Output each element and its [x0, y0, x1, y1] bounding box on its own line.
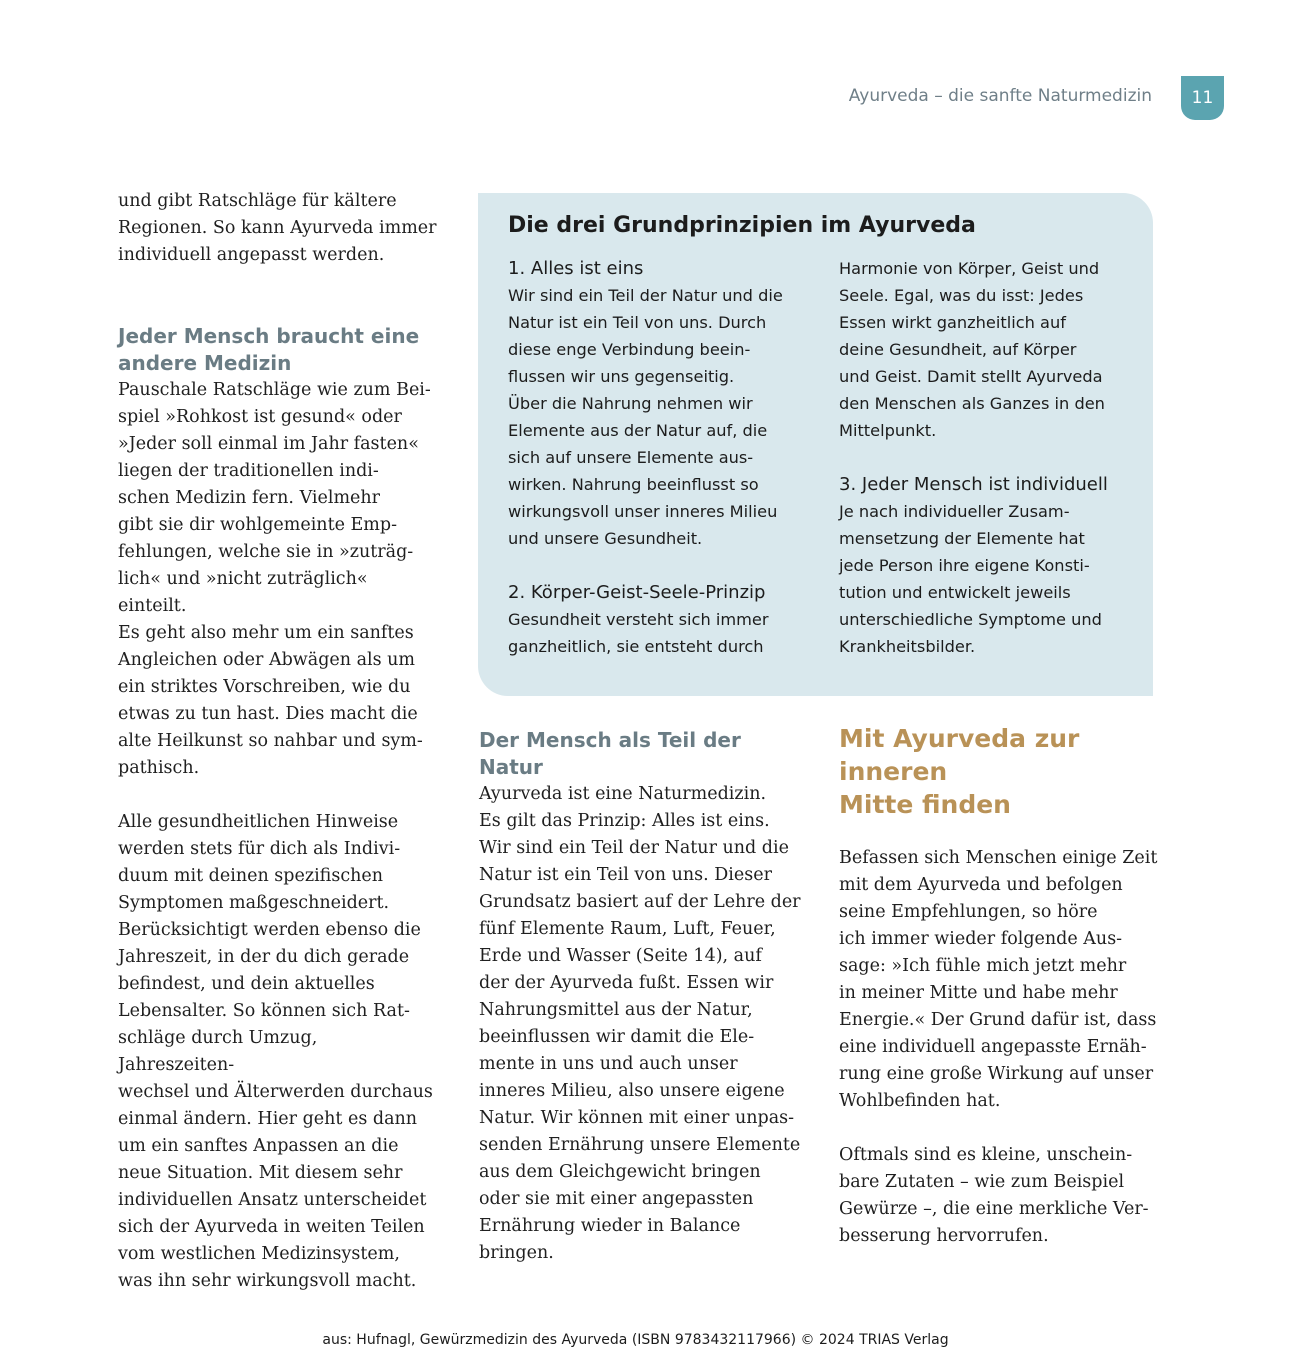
paragraph-advice: Pauschale Ratschläge wie zum Bei- spiel »Rohkost ist gesund« oder »Jeder soll einmal im Jahr fasten« liegen der traditionellen indi- schen Medizin fern. Vielmehr gibt sie dir wohlgemeinte Emp- fehlungen, welche sie in »zuträg- lich« und »nicht zuträglich« einteilt. Es geht also mehr um ein sanftes Angleichen oder Abwägen als um ein striktes Vorschreiben, wie du etwas zu tun hast. Dies macht die alte Heilkunst so nahbar und sym- pathisch. [118, 380, 431, 778]
box-left-column [508, 255, 808, 660]
box-right-column [839, 255, 1139, 660]
principle-3-text: Je nach individueller Zusam- mensetzung der Elemente hat jede Person ihre eigene Konsti- tution und entwickelt jeweils unterschiedliche Symptome und Krankheitsbilder. [839, 502, 1102, 656]
principle-2-heading: 2. Körper-Geist-Seele-Prinzip [508, 582, 766, 603]
intro-paragraph: und gibt Ratschläge für kältere Regionen. So kann Ayurveda immer individuell angepasst werden. [118, 191, 437, 265]
page-number-badge: 11 [1181, 76, 1224, 120]
principle-1-text: Wir sind ein Teil der Natur und die Natur ist ein Teil von uns. Durch diese enge Verbindung beein- flussen wir uns gegenseitig. Über die Nahrung nehmen wir Elemente aus der Natur auf, die sich auf unsere Elemente aus- wirken. Nahrung beeinflusst so wirkungsvoll unser inneres Milieu und unsere Gesundheit. [508, 286, 783, 548]
paragraph-spices: Oftmals sind es kleine, unschein- bare Zutaten – wie zum Beispiel Gewürze –, die eine merkliche Ver- besserung hervorrufen. [839, 1145, 1149, 1246]
right-column [839, 722, 1169, 1250]
paragraph-nature: Ayurveda ist eine Naturmedizin. Es gilt das Prinzip: Alles ist eins. Wir sind ein Teil der Natur und die Natur ist ein Teil von uns. Dieser Grundsatz basiert auf der Lehre der fünf Elemente Raum, Luft, Feuer, Erde und Wasser (Seite 14), auf der der Ayurveda fußt. Essen wir Nahrungsmittel aus der Natur, beeinflussen wir damit die Ele- mente in uns und auch unser inneres Milieu, also unsere eigene Natur. Wir können mit einer unpas- senden Ernährung unsere Elemente aus dem Gleichgewicht bringen oder sie mit einer angepassten Ernährung wieder in Balance bringen. [479, 784, 801, 1263]
source-footer: aus: Hufnagl, Gewürzmedizin des Ayurveda (ISBN 9783432117966) © 2024 TRIAS Verlag [322, 1332, 949, 1348]
principle-2-text: Gesundheit versteht sich immer ganzheitlich, sie entsteht durch [508, 610, 769, 656]
subheading-nature: Der Mensch als Teil der Natur [479, 728, 741, 779]
left-column [118, 188, 438, 1295]
middle-column [479, 727, 809, 1267]
section-heading-center: Mit Ayurveda zur inneren Mitte finden [839, 724, 1080, 819]
principle-3-heading: 3. Jeder Mensch ist individuell [839, 474, 1108, 495]
principles-box [478, 193, 1153, 696]
subheading-medicine: Jeder Mensch braucht eine andere Medizin [118, 324, 420, 375]
principle-1-heading: 1. Alles ist eins [508, 258, 644, 279]
paragraph-individual: Alle gesundheitlichen Hinweise werden stets für dich als Indivi- duum mit deinen spezifischen Symptomen maßgeschneidert. Berücksichtigt werden ebenso die Jahreszeit, in der du dich gerade befindest, und dein aktuelles Lebensalter. So können sich Rat- schläge durch Umzug, Jahreszeiten- wechsel und Älterwerden durchaus einmal ändern. Hier geht es dann um ein sanftes Anpassen an die neue Situation. Mit diesem sehr individuellen Ansatz unterscheidet sich der Ayurveda in weiten Teilen vom westlichen Medizinsystem, was ihn sehr wirkungsvoll macht. [118, 812, 433, 1291]
principle-2-continued: Harmonie von Körper, Geist und Seele. Egal, was du isst: Jedes Essen wirkt ganzheitlich auf deine Gesundheit, auf Körper und Geist. Damit stellt Ayurveda den Menschen als Ganzes in den Mittelpunkt. [839, 259, 1105, 440]
paragraph-center: Befassen sich Menschen einige Zeit mit dem Ayurveda und befolgen seine Empfehlungen, so höre ich immer wieder folgende Aus- sage: »Ich fühle mich jetzt mehr in meiner Mitte und habe mehr Energie.« Der Grund dafür ist, dass eine individuell angepasste Ernäh- rung eine große Wirkung auf unser Wohlbefinden hat. [839, 848, 1158, 1111]
box-title: Die drei Grundprinzipien im Ayurveda [508, 213, 976, 238]
running-title: Ayurveda – die sanfte Naturmedizin [848, 86, 1152, 106]
